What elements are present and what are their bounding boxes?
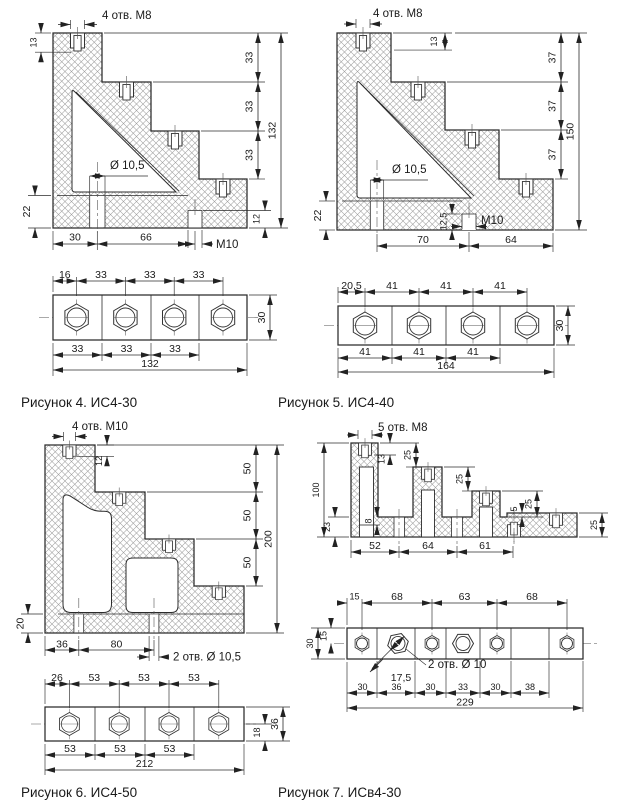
figure-6 [15,421,291,800]
fig7-plan-top-dim: 68 [391,591,403,603]
figure-6-section-drawing [45,441,244,640]
figure-5 [278,8,587,410]
fig5-hole-diameter: Ø 10,5 [392,164,427,176]
fig4-step-dim: 33 [243,51,256,64]
fig5-plan-top-dim: 41 [440,280,452,292]
figure-4-section-drawing [53,27,247,233]
fig5-plan-top-dim: 41 [386,280,398,292]
fig5-base-thickness: 22 [312,209,324,222]
fig4-thread-depth: 13 [28,37,39,48]
fig6-plan-top-dim: 53 [88,672,101,684]
fig4-plan-width: 30 [256,311,268,324]
fig7-plan-top-dim: 63 [458,591,471,603]
fig4-plan-bottom-dim: 33 [169,343,181,355]
fig4-plan-total: 132 [141,358,159,370]
fig5-step-dim: 37 [546,148,559,161]
fig7-plan-bottom-dim: 38 [524,682,536,692]
fig7-plan-bottom-dim: 36 [391,682,402,692]
fig7-holes-label: 5 отв. М8 [378,422,428,434]
fig7-plan-half: 15 [318,630,329,642]
fig7-plan-bottom-dim: 30 [357,682,368,692]
fig4-plan-bottom-dim: 33 [71,343,84,355]
fig7-bottom-dim: 61 [479,540,491,552]
fig7-ledge-dim: 5 [509,506,519,512]
fig5-step-dim: 37 [546,100,559,112]
fig4-total-height: 132 [266,121,279,140]
fig7-hex-size: 17,5 [390,672,412,684]
fig5-plan-total: 164 [437,360,455,372]
fig7-end-height: 25 [589,519,599,531]
fig7-base-thickness: 23 [322,521,332,533]
fig6-bottom-dim: 36 [56,638,68,651]
fig6-plan-half: 18 [252,727,262,738]
fig6-plan-top-dim: 26 [51,672,63,684]
fig5-step-dim: 37 [546,51,559,64]
figure-4-plan-drawing [39,295,261,340]
fig4-plan-top-dim: 33 [143,269,156,281]
fig5-plan-width: 30 [554,319,566,332]
fig7-thread-depth: 13 [376,453,387,465]
figure-4-caption: Рисунок 4. ИС4-30 [21,395,138,410]
fig7-drop-dim: 25 [523,498,534,510]
figure-6-plan-drawing [31,707,258,741]
figure-5-plan-drawing [324,306,568,345]
fig7-drop-dim: 25 [402,449,413,461]
fig6-base-thickness: 20 [14,617,27,630]
fig6-plan-top-dim: 53 [138,672,150,684]
fig4-bottom-dim: 66 [140,231,152,244]
fig5-plan-top-dim: 20,5 [341,280,362,292]
fig7-plan-bottom-dim: 30 [425,682,436,692]
fig7-plan-bottom-dim: 30 [490,682,501,692]
fig6-holes-label: 4 отв. М10 [72,421,128,433]
fig5-holes-label: 4 отв. М8 [373,8,423,20]
fig5-bottom-dim: 70 [417,234,429,246]
fig6-bottom-dim: 80 [110,638,123,651]
fig4-step-dim: 33 [243,100,256,113]
fig7-drop-dim: 25 [454,473,465,485]
fig7-bottom-dim: 52 [369,540,381,552]
fig5-total-height: 150 [564,122,577,141]
fig6-plan-total: 212 [135,758,154,770]
fig6-step-dim: 50 [241,462,254,475]
fig7-slot-depth: 8 [363,518,374,524]
fig6-plan-top-dim: 53 [188,672,200,684]
fig5-plan-bottom-dim: 41 [467,346,479,358]
fig5-plan-bottom-dim: 41 [359,346,371,358]
fig7-bottom-dim: 64 [422,540,434,552]
figure-7-caption: Рисунок 7. ИСв4-30 [278,785,402,800]
fig7-total-height: 100 [311,482,321,498]
fig5-stud-depth: 12,5 [438,212,449,231]
fig4-holes-label: 4 отв. М8 [102,10,152,22]
figure-6-caption: Рисунок 6. ИС4-50 [21,785,138,800]
fig6-plan-bottom-dim: 53 [163,743,176,755]
fig4-stud-label: М10 [216,239,239,251]
fig7-plan-height: 30 [305,638,315,649]
figure-5-section-drawing [337,27,553,236]
fig6-plan-width: 36 [269,718,281,730]
fig7-plan-total: 229 [456,696,474,709]
figure-4 [21,10,288,410]
fig4-plan-top-dim: 33 [95,269,107,281]
fig4-base-thickness: 22 [21,205,33,218]
fig6-thread-depth: 12 [94,455,104,467]
fig4-bottom-dim: 30 [69,231,81,244]
fig7-plan-top-dim: 15 [349,591,360,602]
fig6-plan-bottom-dim: 53 [114,743,126,755]
fig4-plan-top-dim: 33 [192,269,205,281]
fig6-step-dim: 50 [241,556,254,569]
fig4-hole-diameter: Ø 10,5 [110,160,145,172]
fig6-total-height: 200 [262,530,275,548]
fig5-thread-depth: 13 [429,36,439,47]
fig5-plan-bottom-dim: 41 [413,346,425,358]
fig6-step-dim: 50 [241,509,254,522]
fig5-stud-label: М10 [481,215,504,227]
fig4-plan-bottom-dim: 33 [120,343,133,355]
fig5-plan-top-dim: 41 [494,280,506,292]
figure-7 [278,422,608,800]
fig5-bottom-dim: 64 [505,234,517,246]
fig6-bottom-holes-label: 2 отв. Ø 10,5 [173,651,242,664]
fig6-plan-bottom-dim: 53 [64,743,76,755]
figure-7-plan-drawing [334,628,597,659]
figure-5-caption: Рисунок 5. ИС4-40 [278,395,395,410]
fig4-plan-top-dim: 16 [58,269,71,281]
fig7-plan-top-dim: 68 [526,591,538,603]
fig4-step-dim: 33 [243,149,256,161]
fig4-stud-depth: 12 [251,213,262,225]
fig7-plan-holes-label: 2 отв. Ø 10 [428,659,487,671]
fig7-plan-bottom-dim: 33 [457,682,469,692]
